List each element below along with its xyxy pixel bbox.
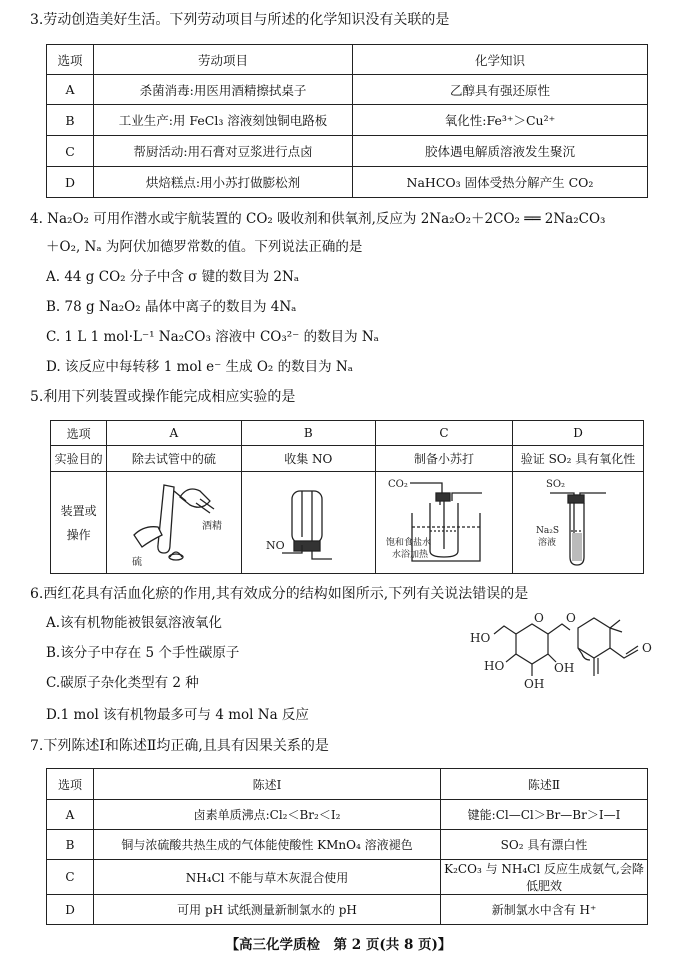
q5-device-label-2: 操作	[66, 527, 91, 542]
q3-row-d-option: D	[47, 167, 94, 198]
q3-row-c-labor: 帮厨活动:用石膏对豆浆进行点卤	[94, 136, 353, 167]
q3-row-b-labor: 工业生产:用 FeCl₃ 溶液刻蚀铜电路板	[94, 105, 353, 136]
q7-row-a-option: A	[47, 800, 94, 830]
q5-header-option: 选项	[51, 421, 107, 446]
q5-device-d	[513, 472, 644, 574]
q5-b-no-label: NO	[266, 538, 285, 552]
q7-header-option: 选项	[47, 769, 94, 800]
water-bath-apparatus-diagram	[382, 475, 506, 571]
q5-c-co2-label: CO₂	[388, 478, 408, 490]
q7-table	[46, 768, 648, 925]
struct-oh-1: OH	[524, 677, 545, 691]
q5-d-so2-label: SO₂	[546, 478, 566, 490]
q6-option-c: C.碳原子杂化类型有 2 种	[46, 675, 199, 691]
q3-row-a-option: A	[47, 75, 94, 105]
q5-header-a: A	[107, 421, 241, 446]
q5-d-na2s-label-1: Na₂S	[536, 525, 560, 536]
q5-header-b: B	[241, 421, 375, 446]
gas-collection-bottle-diagram	[248, 475, 368, 571]
q5-c-solution-label-1: 饱和食盐水	[386, 537, 432, 548]
q5-header-c: C	[376, 421, 513, 446]
q4-option-a: A. 44 g CO₂ 分子中含 σ 键的数目为 2Nₐ	[46, 269, 300, 285]
q6-option-b: B.该分子中存在 5 个手性碳原子	[46, 645, 240, 661]
q3-header-labor: 劳动项目	[94, 45, 353, 75]
q7-header-statement1: 陈述Ⅰ	[94, 769, 441, 800]
q5-device-c	[376, 472, 513, 574]
q7-row-b-s2: SO₂ 具有漂白性	[441, 830, 648, 860]
test-tube-wash-diagram	[114, 475, 234, 571]
q5-header-d: D	[513, 421, 644, 446]
q5-purpose-label: 实验目的	[51, 446, 107, 472]
q6-option-a: A.该有机物能被银氨溶液氧化	[46, 615, 223, 631]
q3-header-option: 选项	[47, 45, 94, 75]
q4-option-c: C. 1 L 1 mol·L⁻¹ Na₂CO₃ 溶液中 CO₃²⁻ 的数目为 Nₐ	[46, 329, 379, 345]
struct-o-aldehyde: O	[642, 641, 652, 655]
q5-a-acid-label: 酒精	[201, 520, 222, 532]
page-footer: 【高三化学质检 第 2 页(共 8 页)】	[225, 937, 452, 953]
q7-row-d-option: D	[47, 895, 94, 925]
q5-purpose-c: 制备小苏打	[376, 446, 513, 472]
q7-row-d-s2: 新制氯水中含有 H⁺	[441, 895, 648, 925]
q7-row-c-s2: K₂CO₃ 与 NH₄Cl 反应生成氨气,会降低肥效	[441, 860, 648, 895]
q7-row-c-option: C	[47, 860, 94, 895]
q5-device-label	[51, 472, 107, 574]
q3-row-d-labor: 烘焙糕点:用小苏打做膨松剂	[94, 167, 353, 198]
q4-line2: ＋O₂, Nₐ 为阿伏加德罗常数的值。下列说法正确的是	[46, 239, 363, 255]
struct-oh-2: OH	[554, 661, 575, 675]
q4-option-b: B. 78 g Na₂O₂ 晶体中离子的数目为 4Nₐ	[46, 299, 297, 315]
q5-purpose-b: 收集 NO	[241, 446, 375, 472]
q7-header-statement2: 陈述Ⅱ	[441, 769, 648, 800]
q5-d-na2s-label-2: 溶液	[538, 537, 557, 548]
q7-title: 7.下列陈述Ⅰ和陈述Ⅱ均正确,且具有因果关系的是	[30, 738, 329, 754]
q3-row-c-option: C	[47, 136, 94, 167]
q3-header-chem: 化学知识	[353, 45, 648, 75]
q5-device-label-1: 装置或	[60, 503, 97, 518]
q3-row-d-chem: NaHCO₃ 固体受热分解产生 CO₂	[353, 167, 648, 198]
q7-row-d-s1: 可用 pH 试纸测量新制氯水的 pH	[94, 895, 441, 925]
q7-row-b-option: B	[47, 830, 94, 860]
q3-row-a-labor: 杀菌消毒:用医用酒精擦拭桌子	[94, 75, 353, 105]
q5-purpose-a: 除去试管中的硫	[107, 446, 241, 472]
q6-option-d: D.1 mol 该有机物最多可与 4 mol Na 反应	[46, 707, 309, 723]
q5-device-a	[107, 472, 241, 574]
q7-row-a-s1: 卤素单质沸点:Cl₂＜Br₂＜I₂	[94, 800, 441, 830]
q5-purpose-d: 验证 SO₂ 具有氧化性	[513, 446, 644, 472]
so2-na2s-diagram	[516, 475, 640, 571]
q7-row-c-s1: NH₄Cl 不能与草木灰混合使用	[94, 860, 441, 895]
q6-title: 6.西红花具有活血化瘀的作用,其有效成分的结构如图所示,下列有关说法错误的是	[30, 586, 529, 602]
struct-o-ring: O	[534, 611, 544, 625]
molecule-structure	[470, 610, 660, 698]
q3-row-c-chem: 胶体遇电解质溶液发生聚沉	[353, 136, 648, 167]
q3-row-b-option: B	[47, 105, 94, 136]
q3-row-b-chem: 氧化性:Fe³⁺＞Cu²⁺	[353, 105, 648, 136]
struct-ho-1: HO	[470, 631, 491, 645]
q7-row-a-s2: 键能:Cl—Cl＞Br—Br＞I—I	[441, 800, 648, 830]
q5-title: 5.利用下列装置或操作能完成相应实验的是	[30, 389, 296, 405]
q5-device-b	[241, 472, 375, 574]
q7-row-b-s1: 铜与浓硫酸共热生成的气体能使酸性 KMnO₄ 溶液褪色	[94, 830, 441, 860]
q4-option-d: D. 该反应中每转移 1 mol e⁻ 生成 O₂ 的数目为 Nₐ	[46, 359, 353, 375]
q3-table	[46, 44, 648, 198]
q5-a-sulfur-label: 硫	[131, 556, 142, 568]
q4-line1: 4. Na₂O₂ 可用作潜水或宇航装置的 CO₂ 吸收剂和供氧剂,反应为 2Na₂O₂＋2CO₂ ══ 2Na₂CO₃	[30, 211, 606, 227]
q3-row-a-chem: 乙醇具有强还原性	[353, 75, 648, 105]
q5-table	[50, 420, 644, 574]
struct-ho-2: HO	[484, 659, 505, 673]
struct-o-bridge: O	[566, 611, 576, 625]
q3-title: 3.劳动创造美好生活。下列劳动项目与所述的化学知识没有关联的是	[30, 12, 450, 28]
q5-c-solution-label-2: 水浴加热	[392, 549, 429, 560]
